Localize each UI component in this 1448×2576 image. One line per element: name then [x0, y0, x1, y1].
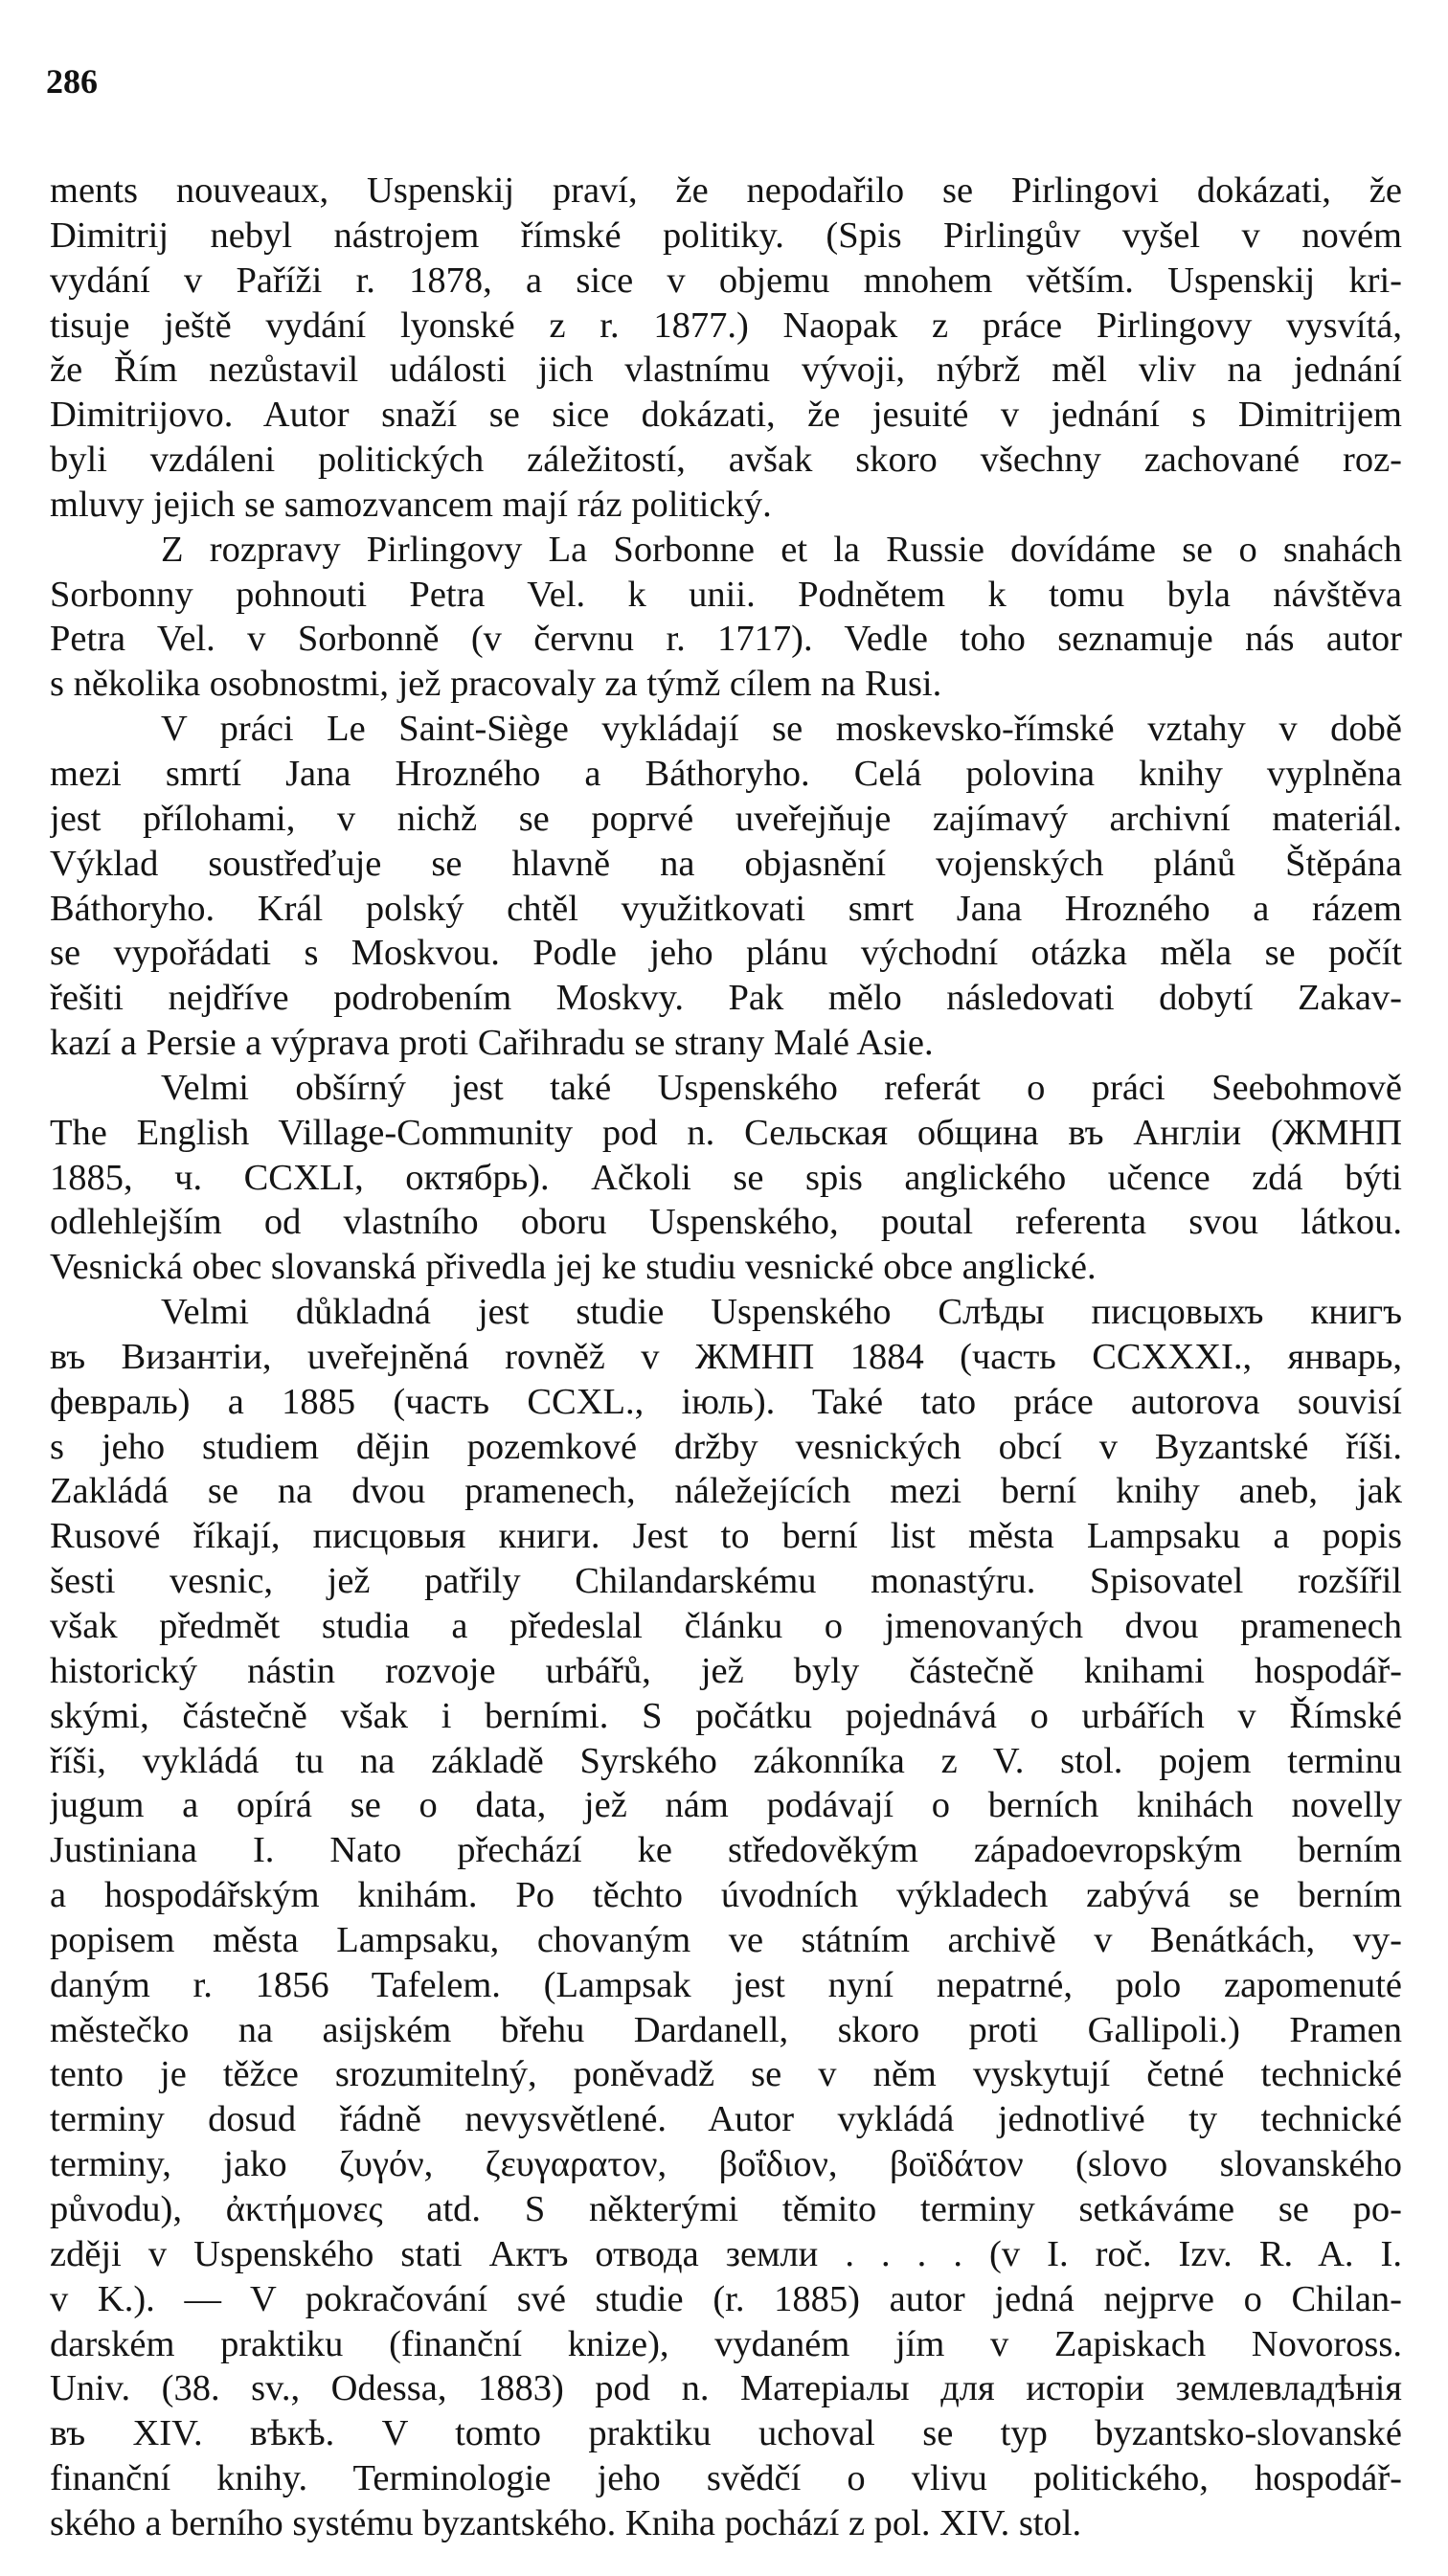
- text-line: v K.). — V pokračování své studie (r. 1885) autor jedná nejprve o Chilan-: [50, 2278, 1402, 2319]
- text-line: kazí a Persie a výprava proti Cařihradu se strany Malé Asie.: [50, 1023, 934, 1064]
- text-line: Zakládá se na dvou pramenech, náležejících mezi berní knihy aneb, jak: [50, 1471, 1402, 1512]
- text-line: historický nástin rozvoje urbářů, jež byly částečně knihami hospodář-: [50, 1650, 1402, 1691]
- text-line: Velmi obšírný jest také Uspenského referát o práci Seebohmově: [161, 1067, 1402, 1108]
- text-line: Vesnická obec slovanská přivedla jej ke studiu vesnické obce anglické.: [50, 1247, 1097, 1288]
- text-line: se vypořádati s Moskvou. Podle jeho plánu východní otázka měla se počít: [50, 933, 1402, 974]
- text-line: finanční knihy. Terminologie jeho svědčí o vlivu politického, hospodář-: [50, 2458, 1402, 2499]
- text-line: odlehlejším od vlastního oboru Uspenského, poutal referenta svou látkou.: [50, 1202, 1402, 1243]
- text-line: s jeho studiem dějin pozemkové držby vesnických obcí v Byzantské říši.: [50, 1426, 1402, 1467]
- paragraph: [50, 169, 1402, 528]
- text-line: vydání v Paříži r. 1878, a sice v objemu mnohem větším. Uspenskij kri-: [50, 260, 1402, 301]
- text-line: jest přílohami, v nichž se poprvé uveřejňuje zajímavý archivní materiál.: [50, 798, 1402, 839]
- text-line: tisuje ještě vydání lyonské z r. 1877.) Naopak z práce Pirlingovy vysvítá,: [50, 305, 1402, 346]
- text-line: terminy, jako ζυγόν, ζευγαρατον, βοΐδιον, βοϊδάτον (slovo slovanského: [50, 2144, 1402, 2185]
- text-line: byli vzdáleni politických záležitostí, avšak skoro všechny zachované roz-: [50, 440, 1402, 481]
- paragraph: [50, 707, 1402, 1066]
- text-line: skými, částečně však i berními. S počátku pojednává o urbářích v Římské: [50, 1695, 1402, 1736]
- text-line: Rusové říkají, писцовыя книги. Jest to berní list města Lampsaku a popis: [50, 1516, 1402, 1557]
- text-line: řešiti nejdříve podrobením Moskvy. Pak mělo následovati dobytí Zakav-: [50, 978, 1402, 1019]
- text-line: že Řím nezůstavil události jich vlastnímu vývoji, nýbrž měl vliv na jednání: [50, 350, 1402, 391]
- text-line: Petra Vel. v Sorbonně (v červnu r. 1717). Vedle toho seznamuje nás autor: [50, 619, 1402, 660]
- text-line: Z rozpravy Pirlingovy La Sorbonne et la Russie dovídáme se o snahách: [161, 529, 1402, 570]
- text-line: Dimitrij nebyl nástrojem římské politiky. (Spis Pirlingův vyšel v novém: [50, 215, 1402, 256]
- text-line: Dimitrijovo. Autor snaží se sice dokázati, že jesuité v jednání s Dimitrijem: [50, 395, 1402, 436]
- text-line: Výklad soustřeďuje se hlavně na objasnění vojenských plánů Štěpána: [50, 843, 1402, 884]
- text-line: však předmět studia a předeslal článku o jmenovaných dvou pramenech: [50, 1606, 1402, 1646]
- text-line: ského a berního systému byzantského. Kniha pochází z pol. XIV. stol.: [50, 2502, 1082, 2543]
- text-line: tento je těžce srozumitelný, poněvadž se v něm vyskytují četné technické: [50, 2054, 1402, 2095]
- text-line: въ Византіи, uveřejněná rovněž v ЖМНП 1884 (часть CCXXXI., январь,: [50, 1336, 1402, 1377]
- text-line: s několika osobnostmi, jež pracovaly za týmž cílem na Rusi.: [50, 664, 942, 705]
- text-line: jugum a opírá se o data, jež nám podávají o berních knihách novelly: [50, 1785, 1402, 1826]
- text-line: říši, vykládá tu na základě Syrského zákonníka z V. stol. pojem terminu: [50, 1740, 1402, 1781]
- paragraph: [50, 1066, 1402, 1290]
- text-line: The English Village-Community pod n. Сельская община въ Англіи (ЖМНП: [50, 1112, 1402, 1153]
- text-line: Báthoryho. Král polský chtěl využitkovati smrt Jana Hrozného a rázem: [50, 888, 1402, 929]
- text-line: Velmi důkladná jest studie Uspenského Слѣды писцовыхъ книгъ: [161, 1292, 1402, 1333]
- text-line: Sorbonny pohnouti Petra Vel. k unii. Podnětem k tomu byla návštěva: [50, 574, 1402, 615]
- text-line: popisem města Lampsaku, chovaným ve státním archivě v Benátkách, vy-: [50, 1919, 1402, 1960]
- text-line: zději v Uspenského stati Актъ отвода земли . . . . (v I. roč. Izv. R. A. I.: [50, 2233, 1402, 2274]
- text-line: šesti vesnic, jež patřily Chilandarskému monastýru. Spisovatel rozšířil: [50, 1561, 1402, 1602]
- text-line: městečko na asijském břehu Dardanell, skoro proti Gallipoli.) Pramen: [50, 2009, 1402, 2050]
- text-line: въ XIV. вѣкѣ. V tomto praktiku uchoval se typ byzantsko-slovanské: [50, 2413, 1402, 2454]
- text-line: ments nouveaux, Uspenskij praví, že nepodařilo se Pirlingovi dokázati, že: [50, 170, 1402, 211]
- text-line: февраль) a 1885 (часть CCXL., іюль). Také tato práce autorova souvisí: [50, 1381, 1402, 1422]
- text-line: Justiniana I. Nato přechází ke středověkým západoevropským berním: [50, 1830, 1402, 1871]
- text-line: terminy dosud řádně nevysvětlené. Autor vykládá jednotlivé ty technické: [50, 2099, 1402, 2140]
- text-line: původu), ἀκτήμονες atd. S některými těmito terminy setkáváme se po-: [50, 2188, 1402, 2229]
- paragraph: [50, 1290, 1402, 2546]
- paragraph: [50, 528, 1402, 707]
- text-line: V práci Le Saint-Siège vykládají se moskevsko-římské vztahy v době: [161, 709, 1402, 750]
- text-line: darském praktiku (finanční knize), vydaném jím v Zapiskach Novoross.: [50, 2323, 1402, 2364]
- text-line: daným r. 1856 Tafelem. (Lampsak jest nyní nepatrné, polo zapomenuté: [50, 1964, 1402, 2005]
- body-text: [50, 169, 1402, 2546]
- text-line: a hospodářským knihám. Po těchto úvodních výkladech zabývá se berním: [50, 1875, 1402, 1916]
- page-number: 286: [46, 62, 98, 101]
- text-line: Univ. (38. sv., Odessa, 1883) pod n. Матеріалы для исторіи землевладѣнія: [50, 2368, 1402, 2409]
- text-line: mluvy jejich se samozvancem mají ráz politický.: [50, 484, 772, 525]
- text-line: mezi smrtí Jana Hrozného a Báthoryho. Celá polovina knihy vyplněna: [50, 753, 1402, 794]
- text-line: 1885, ч. CCXLI, октябрь). Ačkoli se spis anglického učence zdá býti: [50, 1157, 1402, 1198]
